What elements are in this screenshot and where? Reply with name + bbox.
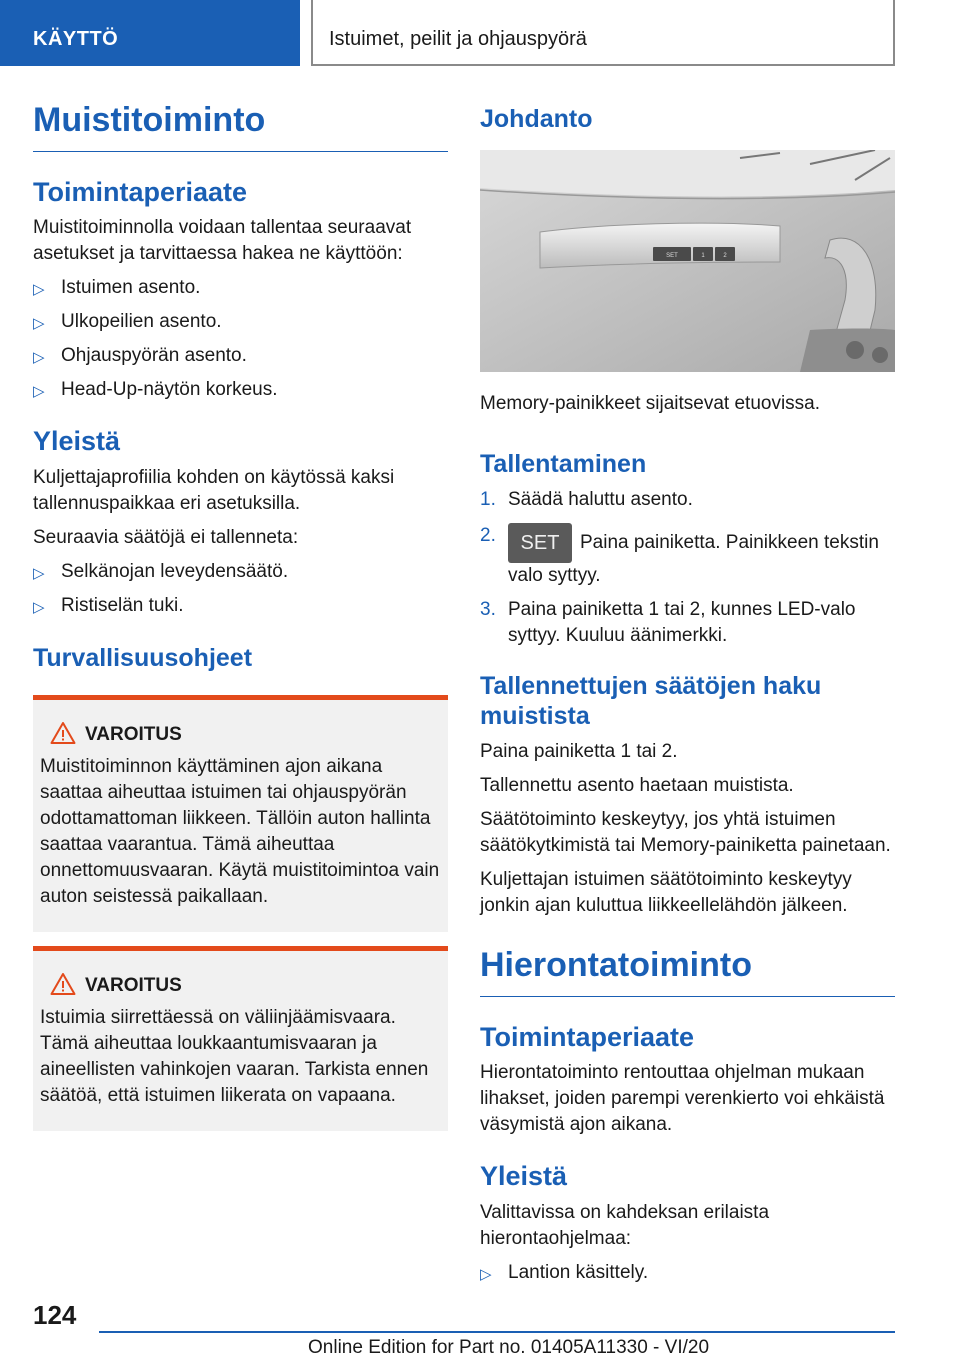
warning-text: Muistitoiminnon käyttäminen ajon aikana saattaa aiheuttaa istuimen tai ohjauspyörän odottamattoman liikkeen. Tällöin auton hallinta saattaa vaarantua. Tämä aiheuttaa onnettomuusvaaran. Käytä muistitoimintoa vain auton seistessä paikallaan. — [40, 756, 440, 908]
warning-title: VAROITUS — [40, 722, 440, 748]
footer-divider — [99, 1331, 895, 1333]
massage-principle-text: Hierontatoiminto rentouttaa ohjelman mukaan lihakset, joiden parempi verenkierto voi ehkäistä väsymistä ajon aikana. — [480, 1062, 885, 1136]
heading-recall: Tallennettujen säätöjen haku muistista — [480, 672, 822, 730]
list-item: ▷ Ristiselän tuki. — [33, 593, 448, 619]
list-item: ▷ Ulkopeilien asento. — [33, 309, 448, 335]
heading-principle: Toimintaperiaate — [33, 176, 248, 207]
page-header — [0, 0, 960, 66]
triangle-bullet-icon: ▷ — [33, 565, 45, 583]
general-text: Kuljettajaprofiilia kohden on käytössä kaksi tallennuspaikkaa eri asetuksilla. — [33, 467, 395, 515]
warning-triangle-icon — [50, 972, 76, 996]
triangle-bullet-icon: ▷ — [33, 383, 45, 401]
warning-triangle-icon — [50, 721, 76, 745]
triangle-bullet-icon: ▷ — [33, 349, 45, 367]
chapter-title: Istuimet, peilit ja ohjauspyörä — [311, 0, 895, 66]
recall-text: Paina painiketta 1 tai 2. — [480, 741, 678, 762]
edition-note: Online Edition for Part no. 01405A11330 - VI/20 — [308, 1337, 710, 1358]
door-memory-buttons-photo — [480, 150, 895, 372]
list-item: ▷ Head-Up-näytön korkeus. — [33, 377, 448, 403]
triangle-bullet-icon: ▷ — [33, 315, 45, 333]
heading-general: Yleistä — [33, 426, 121, 457]
svg-text:SET: SET — [666, 253, 678, 259]
warning-text: Istuimia siirrettäessä on väliinjäämisvaara. Tämä aiheuttaa loukkaantumisvaaran ja aineellisten vahinkojen vaaran. Tarkista ennen säätöä, että istuimen liikerata on vapaana. — [40, 1007, 429, 1107]
list-item: ▷ Ohjauspyörän asento. — [33, 343, 448, 369]
list-item: ▷ Istuimen asento. — [33, 275, 448, 301]
photo-caption: Memory-painikkeet sijaitsevat etuovissa. — [480, 393, 821, 414]
set-button-icon: SET — [508, 523, 572, 563]
not-saved-list — [33, 559, 448, 619]
section-title-memory: Muistitoiminto — [33, 100, 448, 152]
triangle-bullet-icon: ▷ — [480, 1266, 492, 1284]
list-item: ▷ Lantion käsittely. — [480, 1260, 895, 1286]
massage-list — [480, 1260, 895, 1286]
right-column — [480, 100, 895, 1286]
left-column — [33, 100, 448, 1131]
heading-safety: Turvallisuusohjeet — [33, 644, 253, 673]
warning-box — [33, 946, 448, 1131]
heading-massage-principle: Toimintaperiaate — [480, 1021, 695, 1052]
section-tab: KÄYTTÖ — [0, 0, 300, 66]
recall-text: Kuljettajan istuimen säätötoiminto keskeytyy jonkin ajan kuluttua liikkeellelähdön jälkeen. — [480, 869, 852, 916]
principle-text: Muistitoiminnolla voidaan tallentaa seuraavat asetukset ja tarvittaessa hakea ne käyttöön: — [33, 217, 412, 265]
warning-title: VAROITUS — [40, 973, 440, 999]
list-item: 1. Säädä haluttu asento. — [480, 489, 693, 510]
not-saved-text: Seuraavia säätöjä ei tallenneta: — [33, 527, 299, 549]
triangle-bullet-icon: ▷ — [33, 281, 45, 299]
heading-massage-general: Yleistä — [480, 1161, 568, 1192]
heading-intro: Johdanto — [480, 105, 593, 133]
recall-text: Tallennettu asento haetaan muistista. — [480, 775, 794, 796]
list-item: 2. SET Paina painiketta. Painikkeen tekstin valo syttyy. — [480, 525, 879, 586]
svg-text:1: 1 — [701, 253, 705, 259]
heading-save: Tallentaminen — [480, 450, 647, 478]
list-item: 3. Paina painiketta 1 tai 2, kunnes LED-valo syttyy. Kuuluu äänimerkki. — [480, 599, 856, 646]
principle-list — [33, 275, 448, 403]
svg-text:2: 2 — [723, 253, 727, 259]
massage-general-text: Valittavissa on kahdeksan erilaista hierontaohjelmaa: — [480, 1202, 770, 1250]
triangle-bullet-icon: ▷ — [33, 599, 45, 617]
section-title-massage: Hierontatoiminto — [480, 945, 895, 997]
save-steps — [480, 487, 895, 649]
recall-text: Säätötoiminto keskeytyy, jos yhtä istuimen säätökytkimistä tai Memory-painiketta painetaan. — [480, 809, 891, 856]
list-item: ▷ Selkänojan leveydensäätö. — [33, 559, 448, 585]
page-number: 124 — [33, 1300, 77, 1330]
warning-box — [33, 695, 448, 932]
